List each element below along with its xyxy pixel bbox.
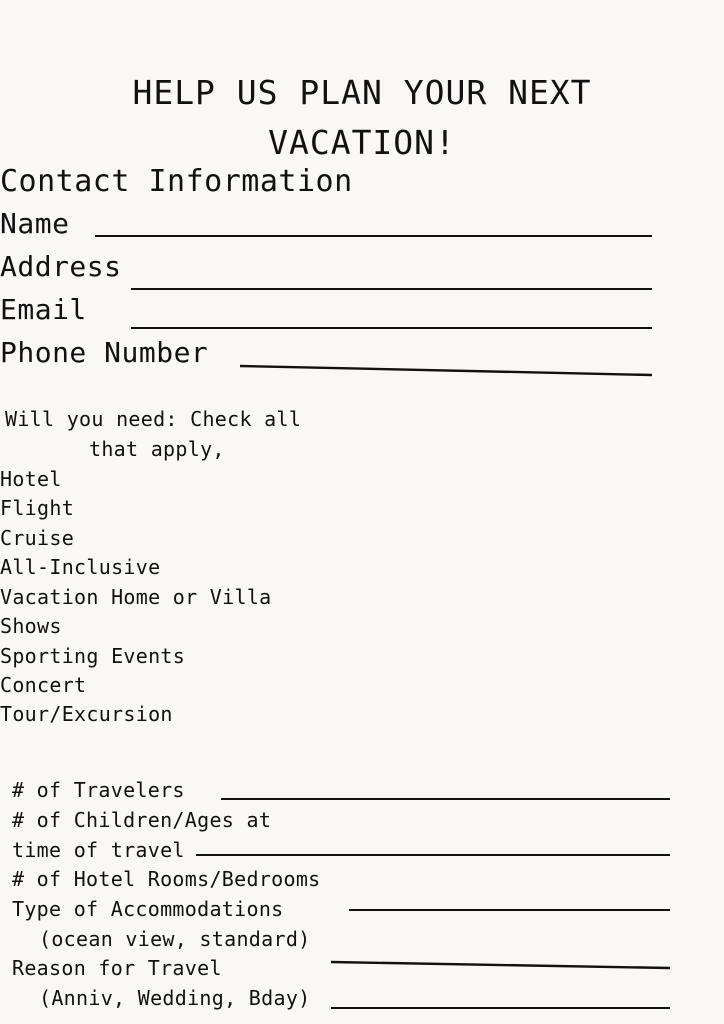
name-label: Name bbox=[0, 207, 70, 240]
reason-hint-field[interactable] bbox=[331, 1007, 670, 1009]
needs-prompt-line-1: Will you need: Check all bbox=[5, 407, 302, 431]
children-field[interactable] bbox=[196, 854, 670, 856]
travelers-field[interactable] bbox=[221, 798, 670, 800]
reason-label: Reason for Travel bbox=[12, 956, 222, 980]
form-title-line-2: VACATION! bbox=[268, 123, 456, 162]
phone-field[interactable] bbox=[240, 366, 652, 375]
option-all-inclusive[interactable]: All-Inclusive bbox=[0, 555, 161, 579]
rooms-label: # of Hotel Rooms/Bedrooms bbox=[12, 867, 321, 891]
contact-heading: Contact Information bbox=[0, 164, 353, 199]
children-label-line-1: # of Children/Ages at bbox=[12, 808, 272, 832]
travelers-label: # of Travelers bbox=[12, 778, 185, 802]
phone-label: Phone Number bbox=[0, 336, 209, 369]
children-label-line-2: time of travel bbox=[12, 838, 185, 862]
reason-hint: (Anniv, Wedding, Bday) bbox=[39, 986, 311, 1010]
needs-prompt-line-2: that apply, bbox=[89, 437, 225, 461]
option-hotel[interactable]: Hotel bbox=[0, 467, 62, 491]
option-sporting-events[interactable]: Sporting Events bbox=[0, 644, 186, 668]
email-label: Email bbox=[0, 293, 87, 326]
option-cruise[interactable]: Cruise bbox=[0, 526, 75, 550]
option-tour-excursion[interactable]: Tour/Excursion bbox=[0, 702, 173, 726]
option-concert[interactable]: Concert bbox=[0, 673, 87, 697]
address-label: Address bbox=[0, 250, 122, 283]
accommodations-hint: (ocean view, standard) bbox=[39, 927, 311, 951]
option-flight[interactable]: Flight bbox=[0, 496, 75, 520]
accommodations-field[interactable] bbox=[349, 909, 670, 911]
accommodations-label: Type of Accommodations bbox=[12, 897, 284, 921]
option-shows[interactable]: Shows bbox=[0, 614, 62, 638]
reason-field[interactable] bbox=[331, 962, 670, 968]
option-vacation-home[interactable]: Vacation Home or Villa bbox=[0, 585, 272, 609]
form-title-line-1: HELP US PLAN YOUR NEXT bbox=[132, 73, 592, 112]
